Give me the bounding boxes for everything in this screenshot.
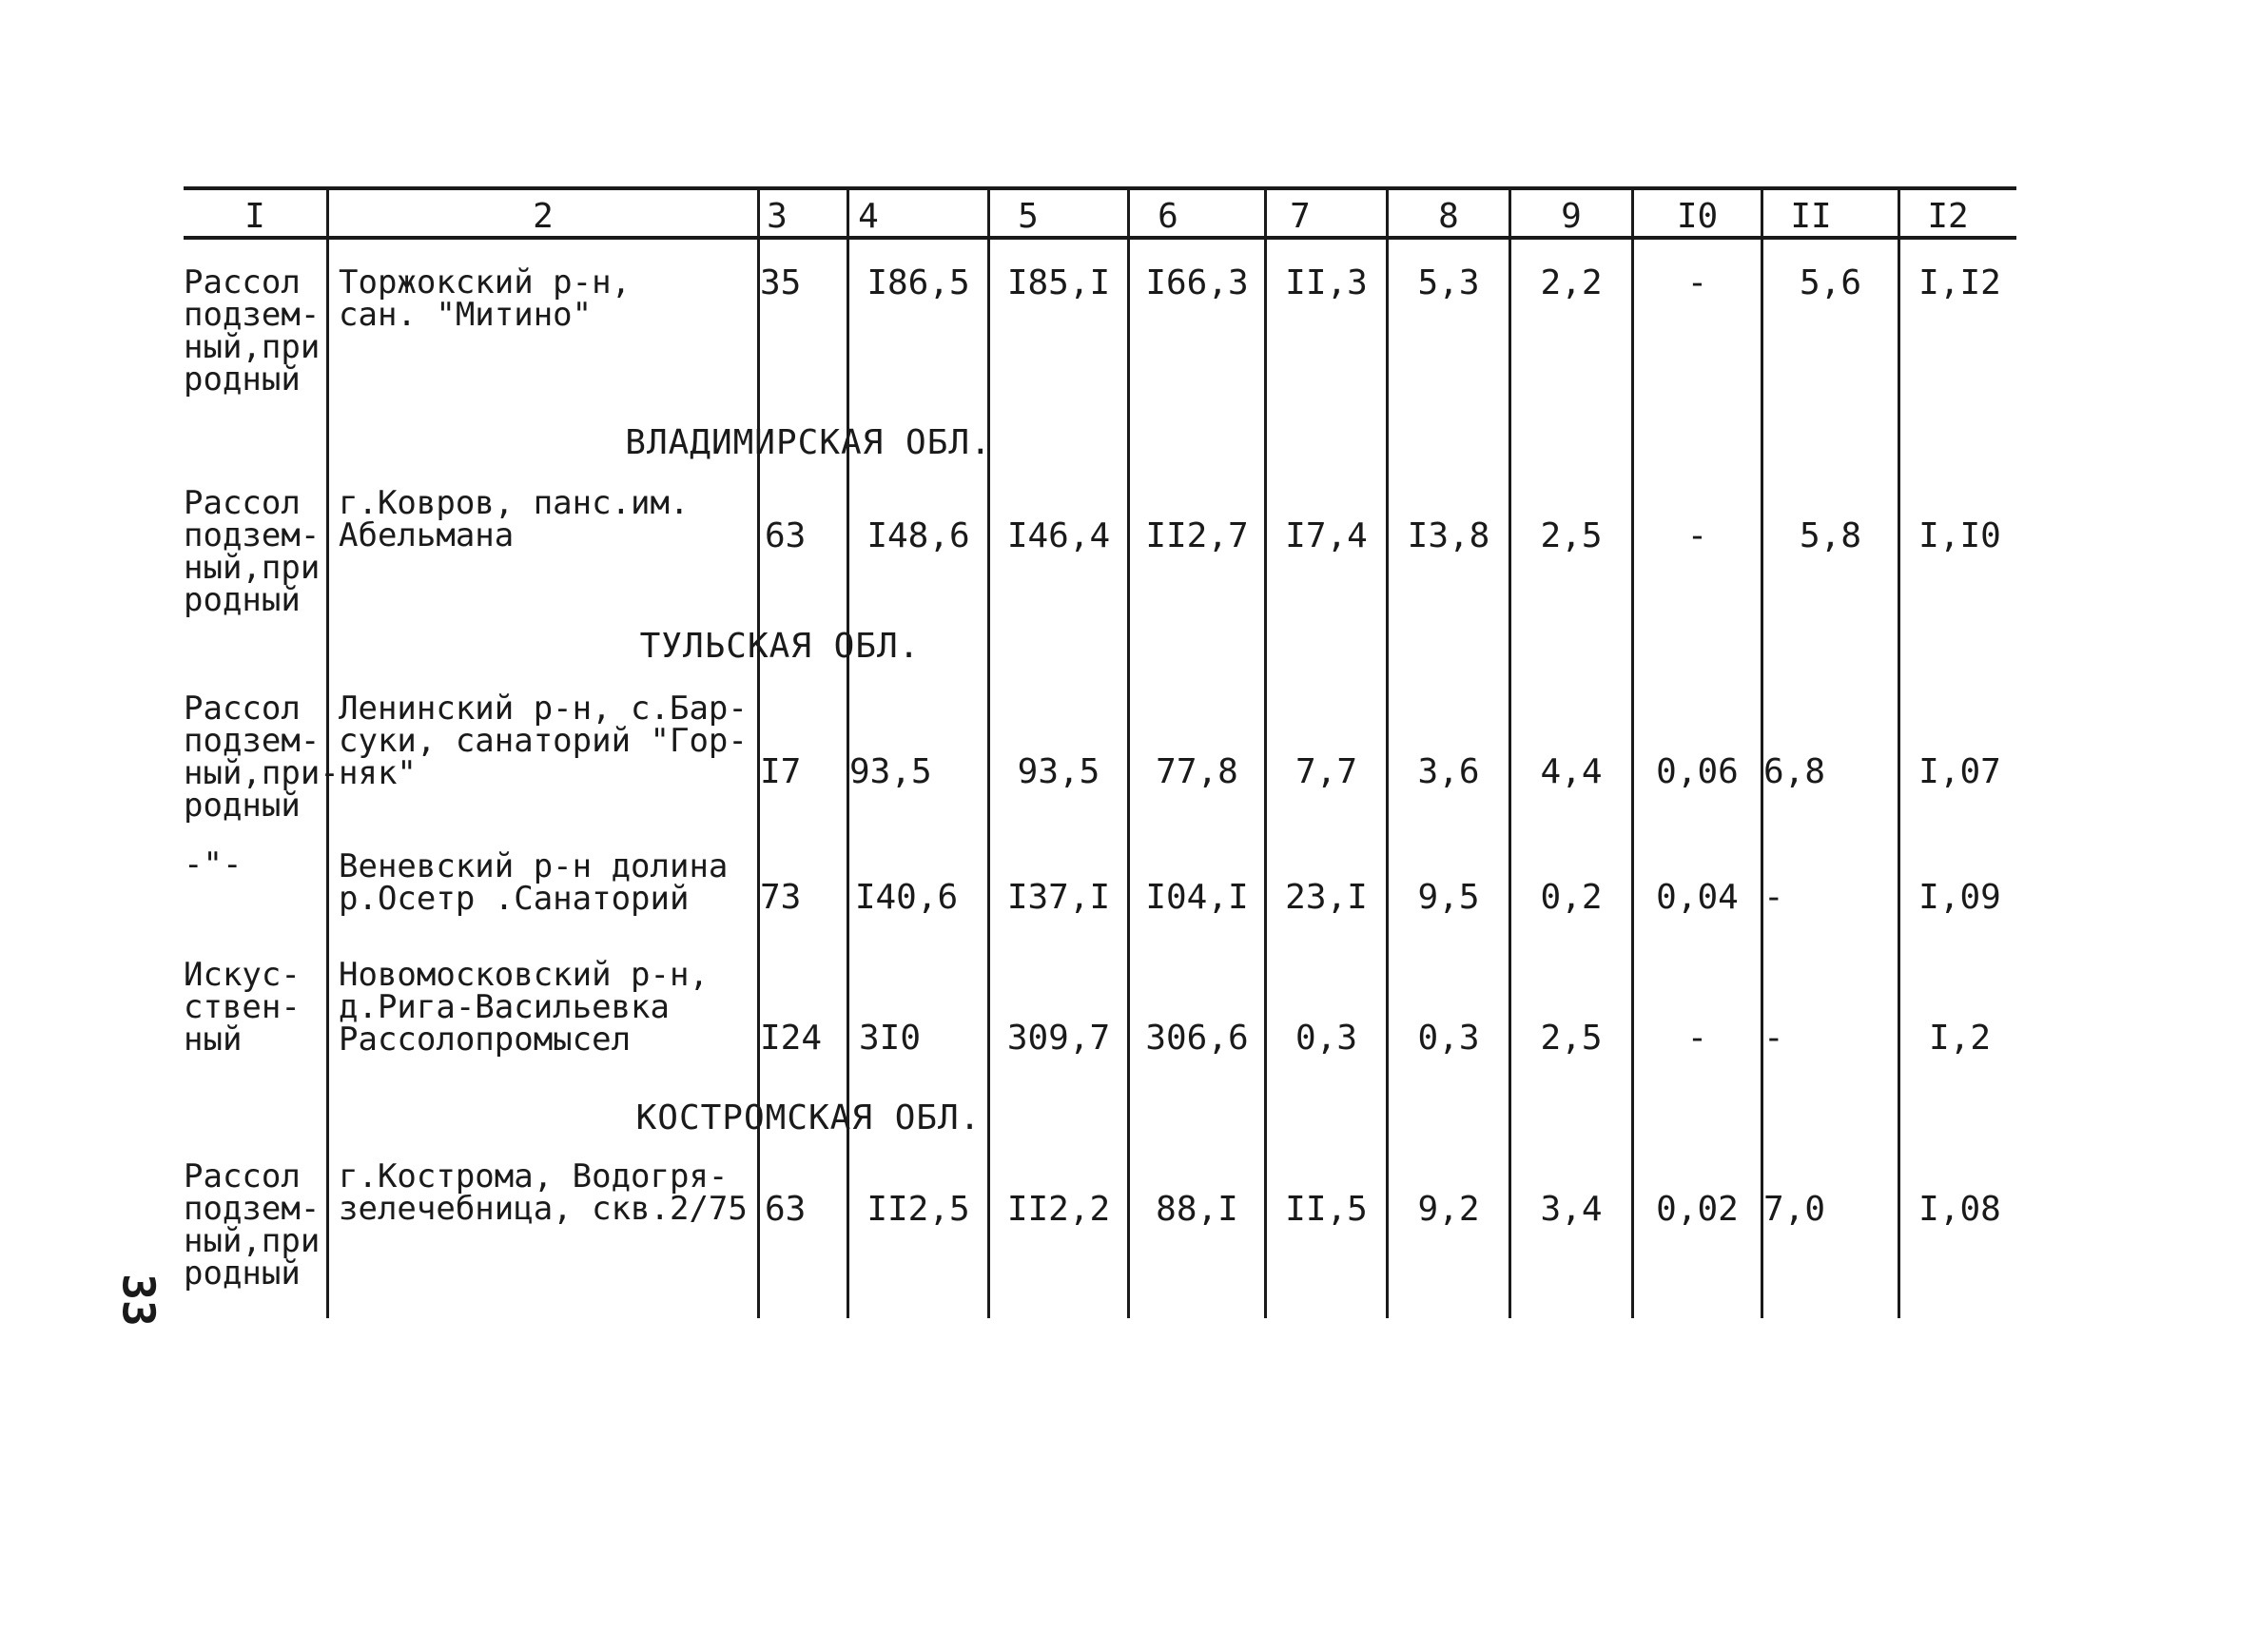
col-divider-5: [1127, 188, 1130, 1318]
row-3-val-8: 3,6: [1417, 752, 1480, 791]
header-col-4: 4: [858, 197, 879, 236]
row-6-val-10: 0,02: [1656, 1190, 1739, 1229]
header-col-1: I: [244, 197, 265, 236]
row-3-val-7: 7,7: [1294, 752, 1358, 791]
row-2-val-4: I48,6: [866, 516, 970, 555]
row-3-location: Ленинский р-н, с.Бар- суки, санаторий "Гор- няк": [339, 690, 748, 792]
row-5-type: Искус- ствен- ный: [184, 956, 301, 1059]
row-1-val-9: 2,2: [1540, 263, 1603, 302]
row-1-val-10: -: [1686, 263, 1708, 302]
row-6-val-5: II2,2: [1006, 1190, 1111, 1229]
row-1-val-6: I66,3: [1145, 263, 1249, 302]
row-2-val-7: I7,4: [1285, 516, 1368, 555]
row-4-val-6: I04,I: [1145, 878, 1249, 917]
row-3-val-6: 77,8: [1156, 752, 1238, 791]
row-5-val-12: I,2: [1928, 1019, 1992, 1058]
row-1-val-4: I86,5: [866, 263, 970, 302]
row-6-val-7: II,5: [1285, 1190, 1368, 1229]
header-col-7: 7: [1290, 197, 1311, 236]
row-1-val-3: 35: [760, 263, 802, 302]
row-1-val-7: II,3: [1285, 263, 1368, 302]
section-kostroma: КОСТРОМСКАЯ ОБЛ.: [635, 1098, 982, 1137]
row-3-val-10: 0,06: [1656, 752, 1739, 791]
row-5-val-6: 306,6: [1145, 1019, 1249, 1058]
row-5-val-5: 309,7: [1006, 1019, 1111, 1058]
row-2-type: Рассол подзем- ный,при родный: [184, 484, 321, 619]
row-3-type: Рассол подзем- ный,при- родный: [184, 690, 340, 825]
row-4-val-12: I,09: [1918, 878, 2001, 917]
row-3-val-4: 93,5: [849, 752, 932, 791]
row-2-val-10: -: [1686, 516, 1708, 555]
section-vladimir: ВЛАДИМИРСКАЯ ОБЛ.: [625, 423, 992, 462]
row-4-val-4: I40,6: [854, 878, 959, 917]
section-tula: ТУЛЬСКАЯ ОБЛ.: [639, 627, 921, 666]
page-number: 33: [112, 1273, 165, 1327]
header-col-2: 2: [533, 197, 554, 236]
col-divider-7: [1386, 188, 1389, 1318]
row-2-val-11: 5,8: [1799, 516, 1862, 555]
col-divider-11: [1898, 188, 1900, 1318]
row-3-val-9: 4,4: [1540, 752, 1603, 791]
header-col-11: II: [1790, 197, 1832, 236]
top-rule: [184, 186, 2016, 190]
row-5-val-3: I24: [760, 1019, 823, 1058]
row-5-val-7: 0,3: [1294, 1019, 1358, 1058]
row-6-val-8: 9,2: [1417, 1190, 1480, 1229]
row-3-val-12: I,07: [1918, 752, 2001, 791]
row-1-location: Торжокский р-н, сан. "Митино": [339, 263, 632, 334]
row-1-val-8: 5,3: [1417, 263, 1480, 302]
row-3-val-5: 93,5: [1017, 752, 1100, 791]
row-3-val-11: 6,8: [1763, 752, 1826, 791]
row-2-val-5: I46,4: [1006, 516, 1111, 555]
row-2-val-9: 2,5: [1540, 516, 1603, 555]
row-4-val-10: 0,04: [1656, 878, 1739, 917]
row-6-val-3: 63: [765, 1190, 807, 1229]
row-5-val-8: 0,3: [1417, 1019, 1480, 1058]
row-6-val-11: 7,0: [1763, 1190, 1826, 1229]
header-rule: [184, 236, 2016, 240]
row-5-val-9: 2,5: [1540, 1019, 1603, 1058]
header-col-5: 5: [1018, 197, 1039, 236]
row-5-val-10: -: [1686, 1019, 1708, 1058]
row-4-location: Веневский р-н долина р.Осетр .Санаторий: [339, 847, 729, 918]
row-6-val-9: 3,4: [1540, 1190, 1603, 1229]
row-1-val-5: I85,I: [1006, 263, 1111, 302]
col-divider-8: [1509, 188, 1511, 1318]
col-divider-6: [1264, 188, 1267, 1318]
header-col-3: 3: [767, 197, 788, 236]
row-4-val-8: 9,5: [1417, 878, 1480, 917]
row-6-val-12: I,08: [1918, 1190, 2001, 1229]
row-2-val-12: I,I0: [1918, 516, 2001, 555]
row-4-val-3: 73: [760, 878, 802, 917]
row-5-location: Новомосковский р-н, д.Рига-Васильевка Рассолопромысел: [339, 956, 709, 1059]
row-2-val-8: I3,8: [1407, 516, 1490, 555]
row-2-val-3: 63: [765, 516, 807, 555]
row-5-val-11: -: [1763, 1019, 1784, 1058]
row-2-location: г.Ковров, панс.им. Абельмана: [339, 484, 690, 554]
row-1-val-11: 5,6: [1799, 263, 1862, 302]
row-4-val-5: I37,I: [1006, 878, 1111, 917]
row-4-val-11: -: [1763, 878, 1784, 917]
col-divider-4: [987, 188, 990, 1318]
header-col-6: 6: [1158, 197, 1178, 236]
row-1-type: Рассол подзем- ный,при родный: [184, 263, 321, 398]
row-1-val-12: I,I2: [1918, 263, 2001, 302]
header-col-8: 8: [1438, 197, 1459, 236]
row-4-val-7: 23,I: [1285, 878, 1368, 917]
row-4-type: -"-: [184, 845, 243, 884]
col-divider-9: [1631, 188, 1634, 1318]
row-3-val-3: I7: [760, 752, 802, 791]
row-5-val-4: 3I0: [859, 1019, 922, 1058]
row-6-val-6: 88,I: [1156, 1190, 1238, 1229]
row-6-type: Рассол подзем- ный,при родный: [184, 1157, 321, 1292]
header-col-12: I2: [1927, 197, 1969, 236]
row-6-location: г.Кострома, Водогря- зелечебница, скв.2/75: [339, 1157, 748, 1228]
row-2-val-6: II2,7: [1145, 516, 1249, 555]
header-col-9: 9: [1561, 197, 1582, 236]
row-4-val-9: 0,2: [1540, 878, 1603, 917]
row-6-val-4: II2,5: [866, 1190, 970, 1229]
header-col-10: I0: [1676, 197, 1719, 236]
